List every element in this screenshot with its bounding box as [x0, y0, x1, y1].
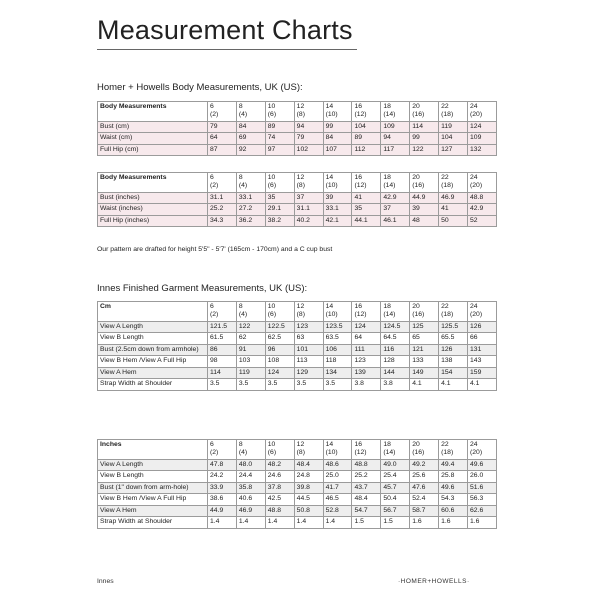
row-label: Full Hip (cm)	[98, 144, 208, 155]
value-cell: 64	[208, 133, 237, 144]
value-cell: 25.0	[323, 471, 352, 482]
value-cell: 56.3	[468, 494, 497, 505]
value-cell: 3.5	[265, 379, 294, 390]
value-cell: 48.8	[265, 505, 294, 516]
value-cell: 4.1	[410, 379, 439, 390]
value-cell: 39	[410, 204, 439, 215]
table-row	[98, 379, 497, 390]
size-header-cell: 18 (14)	[381, 173, 410, 193]
value-cell: 114	[208, 367, 237, 378]
size-header-cell: 14 (10)	[323, 440, 352, 460]
value-cell: 48	[410, 215, 439, 226]
value-cell: 121	[410, 344, 439, 355]
value-cell: 1.4	[208, 517, 237, 528]
value-cell: 119	[236, 367, 265, 378]
value-cell: 48.2	[265, 459, 294, 470]
size-header-cell: 8 (4)	[236, 102, 265, 122]
value-cell: 54.7	[352, 505, 381, 516]
value-cell: 118	[323, 356, 352, 367]
body-measurements-inches-table	[97, 172, 497, 227]
size-header-cell: 12 (8)	[294, 102, 323, 122]
size-header-cell: 10 (6)	[265, 102, 294, 122]
value-cell: 40.2	[294, 215, 323, 226]
page-title: Measurement Charts	[97, 15, 353, 45]
size-header-cell: 20 (16)	[410, 102, 439, 122]
size-header-cell: 14 (10)	[323, 173, 352, 193]
value-cell: 98	[208, 356, 237, 367]
value-cell: 94	[381, 133, 410, 144]
value-cell: 104	[352, 121, 381, 132]
value-cell: 44.1	[352, 215, 381, 226]
value-cell: 1.6	[410, 517, 439, 528]
size-header-cell: 22 (18)	[439, 302, 468, 322]
value-cell: 143	[468, 356, 497, 367]
title-underline	[97, 49, 357, 50]
value-cell: 24.4	[236, 471, 265, 482]
value-cell: 139	[352, 367, 381, 378]
value-cell: 1.5	[352, 517, 381, 528]
value-cell: 46.1	[381, 215, 410, 226]
value-cell: 1.4	[323, 517, 352, 528]
value-cell: 132	[468, 144, 497, 155]
value-cell: 33.1	[323, 204, 352, 215]
value-cell: 49.6	[439, 482, 468, 493]
value-cell: 114	[410, 121, 439, 132]
row-label: Bust (inches)	[98, 192, 208, 203]
value-cell: 92	[236, 144, 265, 155]
value-cell: 74	[265, 133, 294, 144]
value-cell: 3.5	[236, 379, 265, 390]
table-header-row	[98, 440, 497, 460]
value-cell: 84	[323, 133, 352, 144]
value-cell: 35.8	[236, 482, 265, 493]
size-header-cell: 16 (12)	[352, 440, 381, 460]
value-cell: 112	[352, 144, 381, 155]
row-label: View B Length	[98, 333, 208, 344]
value-cell: 1.4	[265, 517, 294, 528]
value-cell: 127	[439, 144, 468, 155]
value-cell: 65.5	[439, 333, 468, 344]
table-row	[98, 356, 497, 367]
table-row	[98, 215, 497, 226]
row-label: View B Hem /View A Full Hip	[98, 494, 208, 505]
value-cell: 43.7	[352, 482, 381, 493]
value-cell: 91	[236, 344, 265, 355]
value-cell: 27.2	[236, 204, 265, 215]
value-cell: 50	[439, 215, 468, 226]
value-cell: 48.8	[468, 192, 497, 203]
row-label: Bust (2.5cm down from armhole)	[98, 344, 208, 355]
value-cell: 123.5	[323, 321, 352, 332]
size-header-cell: 24 (20)	[468, 102, 497, 122]
table-row	[98, 133, 497, 144]
size-header-cell: 22 (18)	[439, 102, 468, 122]
value-cell: 65	[410, 333, 439, 344]
table-row	[98, 517, 497, 528]
row-label: View A Hem	[98, 367, 208, 378]
row-label: View B Hem /View A Full Hip	[98, 356, 208, 367]
row-label: View A Length	[98, 321, 208, 332]
size-header-cell: 6 (2)	[208, 173, 237, 193]
body-measurements-cm-table	[97, 101, 497, 156]
size-header-cell: 20 (16)	[410, 302, 439, 322]
size-header-cell: 10 (6)	[265, 302, 294, 322]
value-cell: 124	[468, 121, 497, 132]
body-section-title: Homer + Howells Body Measurements, UK (US):	[97, 82, 303, 93]
value-cell: 44.9	[208, 505, 237, 516]
value-cell: 116	[381, 344, 410, 355]
size-header-cell: 12 (8)	[294, 173, 323, 193]
value-cell: 34.3	[208, 215, 237, 226]
value-cell: 133	[410, 356, 439, 367]
table-row	[98, 505, 497, 516]
table-header-label: Inches	[98, 440, 208, 460]
value-cell: 37	[381, 204, 410, 215]
value-cell: 107	[323, 144, 352, 155]
value-cell: 62	[236, 333, 265, 344]
table-row	[98, 494, 497, 505]
size-header-cell: 6 (2)	[208, 302, 237, 322]
row-label: Waist (inches)	[98, 204, 208, 215]
value-cell: 79	[294, 133, 323, 144]
value-cell: 48.8	[352, 459, 381, 470]
value-cell: 124	[352, 321, 381, 332]
value-cell: 49.2	[410, 459, 439, 470]
value-cell: 25.2	[352, 471, 381, 482]
value-cell: 101	[294, 344, 323, 355]
value-cell: 33.9	[208, 482, 237, 493]
value-cell: 3.5	[294, 379, 323, 390]
size-header-cell: 24 (20)	[468, 440, 497, 460]
value-cell: 94	[294, 121, 323, 132]
table-row	[98, 192, 497, 203]
row-label: Strap Width at Shoulder	[98, 517, 208, 528]
value-cell: 56.7	[381, 505, 410, 516]
value-cell: 86	[208, 344, 237, 355]
value-cell: 52.4	[410, 494, 439, 505]
size-header-cell: 22 (18)	[439, 173, 468, 193]
size-header-cell: 20 (16)	[410, 173, 439, 193]
row-label: Waist (cm)	[98, 133, 208, 144]
value-cell: 103	[236, 356, 265, 367]
value-cell: 50.8	[294, 505, 323, 516]
value-cell: 1.5	[381, 517, 410, 528]
value-cell: 154	[439, 367, 468, 378]
value-cell: 109	[381, 121, 410, 132]
value-cell: 46.5	[323, 494, 352, 505]
value-cell: 122.5	[265, 321, 294, 332]
value-cell: 41.7	[323, 482, 352, 493]
value-cell: 44.9	[410, 192, 439, 203]
value-cell: 128	[381, 356, 410, 367]
value-cell: 149	[410, 367, 439, 378]
value-cell: 54.3	[439, 494, 468, 505]
size-header-cell: 10 (6)	[265, 173, 294, 193]
footer-brand: ·HOMER+HOWELLS·	[398, 578, 470, 585]
body-note: Our pattern are drafted for height 5'5" - 5'7' (165cm - 170cm) and a C cup bust	[97, 245, 333, 253]
value-cell: 3.5	[323, 379, 352, 390]
value-cell: 106	[323, 344, 352, 355]
table-row	[98, 144, 497, 155]
garment-measurements-inches-table	[97, 439, 497, 529]
value-cell: 46.9	[439, 192, 468, 203]
value-cell: 111	[352, 344, 381, 355]
size-header-cell: 8 (4)	[236, 302, 265, 322]
value-cell: 64	[352, 333, 381, 344]
value-cell: 36.2	[236, 215, 265, 226]
value-cell: 66	[468, 333, 497, 344]
value-cell: 102	[294, 144, 323, 155]
value-cell: 62.5	[265, 333, 294, 344]
size-header-cell: 8 (4)	[236, 440, 265, 460]
value-cell: 89	[352, 133, 381, 144]
value-cell: 109	[468, 133, 497, 144]
value-cell: 25.6	[410, 471, 439, 482]
value-cell: 124	[265, 367, 294, 378]
value-cell: 3.8	[381, 379, 410, 390]
value-cell: 62.6	[468, 505, 497, 516]
row-label: Strap Width at Shoulder	[98, 379, 208, 390]
value-cell: 39.8	[294, 482, 323, 493]
value-cell: 159	[468, 367, 497, 378]
table-row	[98, 459, 497, 470]
table-row	[98, 321, 497, 332]
value-cell: 3.5	[208, 379, 237, 390]
value-cell: 138	[439, 356, 468, 367]
table-header-row	[98, 173, 497, 193]
size-header-cell: 14 (10)	[323, 102, 352, 122]
size-header-cell: 16 (12)	[352, 302, 381, 322]
value-cell: 46.9	[236, 505, 265, 516]
table-row	[98, 367, 497, 378]
value-cell: 58.7	[410, 505, 439, 516]
footer-pattern-name: Innes	[97, 578, 114, 585]
value-cell: 48.0	[236, 459, 265, 470]
value-cell: 42.1	[323, 215, 352, 226]
table-header-row	[98, 102, 497, 122]
value-cell: 104	[439, 133, 468, 144]
table-header-label: Body Measurements	[98, 102, 208, 122]
value-cell: 37	[294, 192, 323, 203]
value-cell: 108	[265, 356, 294, 367]
value-cell: 41	[352, 192, 381, 203]
table-header-row	[98, 302, 497, 322]
value-cell: 42.9	[468, 204, 497, 215]
value-cell: 134	[323, 367, 352, 378]
value-cell: 51.6	[468, 482, 497, 493]
value-cell: 24.2	[208, 471, 237, 482]
value-cell: 1.6	[468, 517, 497, 528]
value-cell: 60.6	[439, 505, 468, 516]
table-row	[98, 121, 497, 132]
value-cell: 122	[236, 321, 265, 332]
value-cell: 48.4	[294, 459, 323, 470]
value-cell: 49.0	[381, 459, 410, 470]
size-header-cell: 18 (14)	[381, 302, 410, 322]
size-header-cell: 16 (12)	[352, 102, 381, 122]
value-cell: 35	[265, 192, 294, 203]
row-label: View B Length	[98, 471, 208, 482]
value-cell: 25.4	[381, 471, 410, 482]
value-cell: 48.4	[352, 494, 381, 505]
value-cell: 126	[468, 321, 497, 332]
value-cell: 24.6	[265, 471, 294, 482]
size-header-cell: 12 (8)	[294, 302, 323, 322]
size-header-cell: 24 (20)	[468, 302, 497, 322]
value-cell: 48.6	[323, 459, 352, 470]
row-label: View A Hem	[98, 505, 208, 516]
value-cell: 4.1	[468, 379, 497, 390]
value-cell: 61.5	[208, 333, 237, 344]
value-cell: 87	[208, 144, 237, 155]
value-cell: 4.1	[439, 379, 468, 390]
value-cell: 39	[323, 192, 352, 203]
value-cell: 24.8	[294, 471, 323, 482]
value-cell: 89	[265, 121, 294, 132]
value-cell: 99	[410, 133, 439, 144]
size-header-cell: 6 (2)	[208, 440, 237, 460]
value-cell: 64.5	[381, 333, 410, 344]
value-cell: 144	[381, 367, 410, 378]
value-cell: 45.7	[381, 482, 410, 493]
value-cell: 113	[294, 356, 323, 367]
value-cell: 35	[352, 204, 381, 215]
value-cell: 96	[265, 344, 294, 355]
value-cell: 124.5	[381, 321, 410, 332]
size-header-cell: 10 (6)	[265, 440, 294, 460]
table-row	[98, 204, 497, 215]
value-cell: 31.1	[294, 204, 323, 215]
value-cell: 49.6	[468, 459, 497, 470]
value-cell: 79	[208, 121, 237, 132]
table-row	[98, 333, 497, 344]
size-header-cell: 8 (4)	[236, 173, 265, 193]
value-cell: 119	[439, 121, 468, 132]
value-cell: 47.6	[410, 482, 439, 493]
value-cell: 31.1	[208, 192, 237, 203]
table-row	[98, 471, 497, 482]
size-header-cell: 20 (16)	[410, 440, 439, 460]
value-cell: 97	[265, 144, 294, 155]
size-header-cell: 6 (2)	[208, 102, 237, 122]
size-header-cell: 12 (8)	[294, 440, 323, 460]
value-cell: 50.4	[381, 494, 410, 505]
value-cell: 1.4	[236, 517, 265, 528]
table-row	[98, 344, 497, 355]
table-header-label: Body Measurements	[98, 173, 208, 193]
size-header-cell: 22 (18)	[439, 440, 468, 460]
value-cell: 42.5	[265, 494, 294, 505]
size-header-cell: 14 (10)	[323, 302, 352, 322]
value-cell: 84	[236, 121, 265, 132]
value-cell: 38.2	[265, 215, 294, 226]
value-cell: 52	[468, 215, 497, 226]
value-cell: 33.1	[236, 192, 265, 203]
value-cell: 125	[410, 321, 439, 332]
value-cell: 123	[352, 356, 381, 367]
value-cell: 26.0	[468, 471, 497, 482]
size-header-cell: 18 (14)	[381, 440, 410, 460]
size-header-cell: 16 (12)	[352, 173, 381, 193]
garment-measurements-cm-table	[97, 301, 497, 391]
garment-section-title: Innes Finished Garment Measurements, UK (US):	[97, 283, 308, 294]
value-cell: 41	[439, 204, 468, 215]
row-label: View A Length	[98, 459, 208, 470]
value-cell: 29.1	[265, 204, 294, 215]
value-cell: 123	[294, 321, 323, 332]
value-cell: 1.6	[439, 517, 468, 528]
value-cell: 122	[410, 144, 439, 155]
value-cell: 63.5	[323, 333, 352, 344]
value-cell: 25.8	[439, 471, 468, 482]
value-cell: 42.9	[381, 192, 410, 203]
value-cell: 99	[323, 121, 352, 132]
value-cell: 131	[468, 344, 497, 355]
value-cell: 3.8	[352, 379, 381, 390]
value-cell: 121.5	[208, 321, 237, 332]
value-cell: 38.6	[208, 494, 237, 505]
value-cell: 47.8	[208, 459, 237, 470]
table-header-label: Cm	[98, 302, 208, 322]
row-label: Bust (cm)	[98, 121, 208, 132]
table-row	[98, 482, 497, 493]
value-cell: 37.8	[265, 482, 294, 493]
value-cell: 69	[236, 133, 265, 144]
value-cell: 40.6	[236, 494, 265, 505]
size-header-cell: 18 (14)	[381, 102, 410, 122]
row-label: Full Hip (inches)	[98, 215, 208, 226]
value-cell: 117	[381, 144, 410, 155]
value-cell: 129	[294, 367, 323, 378]
value-cell: 63	[294, 333, 323, 344]
value-cell: 125.5	[439, 321, 468, 332]
value-cell: 126	[439, 344, 468, 355]
value-cell: 49.4	[439, 459, 468, 470]
value-cell: 44.5	[294, 494, 323, 505]
value-cell: 25.2	[208, 204, 237, 215]
row-label: Bust (1" down from arm-hole)	[98, 482, 208, 493]
size-header-cell: 24 (20)	[468, 173, 497, 193]
value-cell: 52.8	[323, 505, 352, 516]
value-cell: 1.4	[294, 517, 323, 528]
